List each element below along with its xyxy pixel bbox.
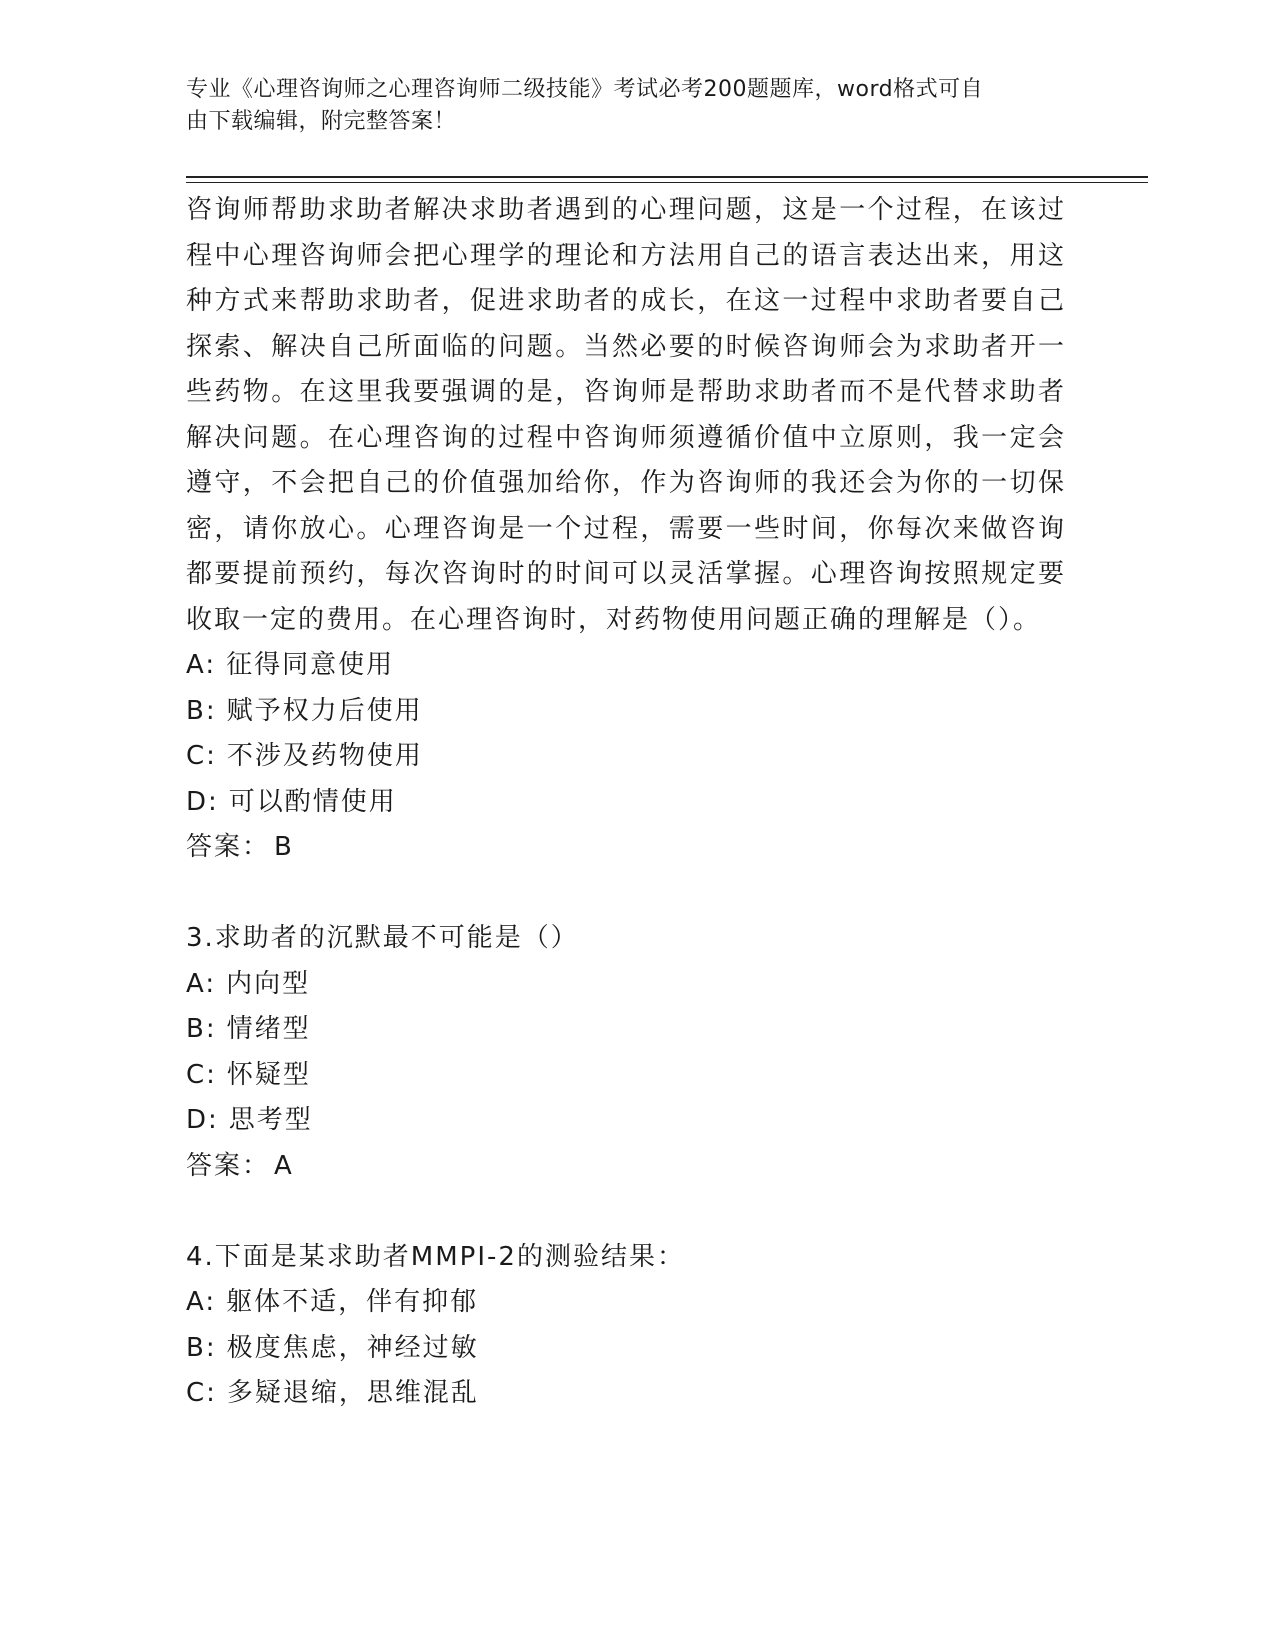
question-stem: 4.下面是某求助者MMPI-2的测验结果： xyxy=(186,1241,685,1272)
option-label: A: xyxy=(186,968,217,999)
option-text: 多疑退缩，思维混乱 xyxy=(226,1378,479,1408)
option-label: B: xyxy=(186,1332,217,1363)
option-label: D: xyxy=(186,786,219,817)
option-text: 征得同意使用 xyxy=(226,650,395,680)
answer xyxy=(186,825,1066,871)
document-body xyxy=(186,188,1066,1417)
answer-label: 答案： xyxy=(186,1150,271,1181)
option-label: C: xyxy=(186,741,217,771)
option-b xyxy=(186,1326,1066,1372)
answer-label: 答案： xyxy=(186,832,271,862)
document-header xyxy=(186,74,1066,138)
option-text: 不涉及药物使用 xyxy=(226,741,423,771)
option-text: 可以酌情使用 xyxy=(228,786,397,817)
header-line-1: 专业《心理咨询师之心理咨询师二级技能》考试必考200题题库，word格式可自 xyxy=(186,77,984,102)
question-stem: 3.求助者的沉默最不可能是（） xyxy=(186,923,579,953)
option-text: 情绪型 xyxy=(226,1014,311,1044)
answer-value: B xyxy=(274,832,294,862)
option-text: 怀疑型 xyxy=(226,1059,311,1090)
question-spacer xyxy=(186,871,1066,917)
option-label: D: xyxy=(186,1105,219,1135)
question-spacer xyxy=(186,1189,1066,1235)
option-label: C: xyxy=(186,1378,217,1408)
question-4 xyxy=(186,1235,1066,1417)
option-a xyxy=(186,1280,1066,1326)
option-a xyxy=(186,962,1066,1008)
option-text: 极度焦虑，神经过敏 xyxy=(226,1332,479,1363)
option-d xyxy=(186,1098,1066,1144)
option-label: C: xyxy=(186,1059,217,1090)
question-2 xyxy=(186,188,1066,871)
option-b xyxy=(186,689,1066,735)
option-label: A: xyxy=(186,650,217,680)
option-c xyxy=(186,1371,1066,1417)
option-text: 躯体不适，伴有抑郁 xyxy=(226,1287,479,1317)
question-3 xyxy=(186,916,1066,1189)
option-label: B: xyxy=(186,695,217,726)
answer xyxy=(186,1144,1066,1190)
option-b xyxy=(186,1007,1066,1053)
option-text: 内向型 xyxy=(226,968,311,999)
option-label: A: xyxy=(186,1287,217,1317)
header-divider-thick xyxy=(186,176,1148,178)
option-label: B: xyxy=(186,1014,217,1044)
option-text: 思考型 xyxy=(228,1105,313,1135)
option-text: 赋予权力后使用 xyxy=(226,695,423,726)
header-line-2: 由下载编辑，附完整答案！ xyxy=(186,109,457,134)
option-d xyxy=(186,780,1066,826)
answer-value: A xyxy=(274,1150,294,1181)
option-c xyxy=(186,1053,1066,1099)
option-a xyxy=(186,643,1066,689)
question-stem: 咨询师帮助求助者解决求助者遇到的心理问题，这是一个过程，在该过程中心理咨询师会把心理学的理论和方法用自己的语言表达出来，用这种方式来帮助求助者，促进求助者的成长，在这一过程中求助者要自己探索、解决自己所面临的问题。当然必要的时候咨询师会为求助者开一些药物。在这里我要强调的是，咨询师是帮助求助者而不是代替求助者解决问题。在心理咨询的过程中咨询师须遵循价值中立原则，我一定会遵守，不会把自己的价值强加给你，作为咨询师的我还会为你的一切保密，请你放心。心理咨询是一个过程，需要一些时间，你每次来做咨询都要提前预约，每次咨询时的时间可以灵活掌握。心理咨询按照规定要收取一定的费用。在心理咨询时，对药物使用问题正确的理解是（）。 xyxy=(186,195,1066,635)
option-c xyxy=(186,734,1066,780)
header-divider-thin xyxy=(186,182,1148,183)
